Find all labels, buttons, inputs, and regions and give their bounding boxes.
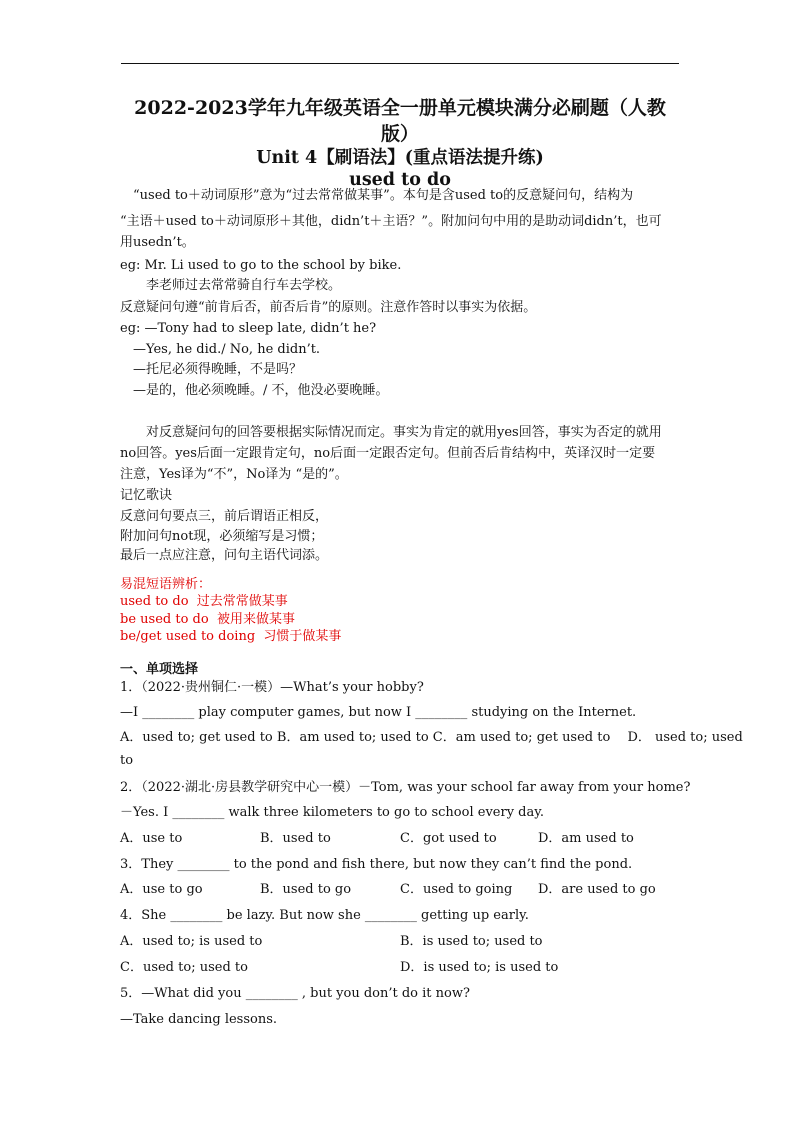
- confusing-item: [120, 592, 685, 612]
- question-stem: 5．—What did you ________ , but you don’t do it now?: [120, 986, 470, 1001]
- option-a: A．used to; is used to: [120, 934, 263, 949]
- grammar-line: 附加问句not现，必须缩写是习惯；: [120, 529, 324, 544]
- option-c: C．got used to: [400, 831, 497, 846]
- question-options: A．used to; get used to B．am used to; used to C．am used to; get used to D． used to; used: [120, 730, 743, 745]
- option-b: B．used to go: [260, 882, 352, 897]
- confusing-heading: 易混短语辨析：: [120, 577, 212, 592]
- grammar-line: 用usedn’t。: [120, 235, 195, 250]
- question-stem: 3．They ________ to the pond and fish there, but now they can’t find the pond.: [120, 857, 633, 872]
- grammar-line: —是的，他必须晚睡。/ 不，他没必要晚睡。: [120, 383, 389, 398]
- confusing-zh: 过去常常做某事: [196, 594, 288, 609]
- confusing-en: be used to do: [120, 612, 209, 627]
- grammar-line: —托尼必须得晚睡，不是吗？: [120, 362, 303, 377]
- question-line: —I ________ play computer games, but now I ________ studying on the Internet.: [120, 705, 637, 720]
- confusing-zh: 被用来做某事: [216, 612, 295, 627]
- question-stem: 4．She ________ be lazy. But now she ________ getting up early.: [120, 908, 529, 923]
- doc-title-line1: 2022-2023学年九年级英语全一册单元模块满分必刷题（人教: [134, 97, 666, 119]
- confusing-item: [120, 627, 685, 647]
- option-d: D．is used to; is used to: [400, 960, 559, 975]
- grammar-line: —Yes, he did./ No, he didn’t.: [120, 342, 321, 357]
- grammar-line: no回答。yes后面一定跟肯定句，no后面一定跟否定句。但前否后肯结构中，英译汉时一定要: [120, 446, 656, 461]
- question-line: －Yes. I ________ walk three kilometers to go to school every day.: [120, 805, 544, 820]
- option-c: C．used to; used to: [120, 960, 248, 975]
- option-a: A．use to: [120, 831, 183, 846]
- grammar-line: eg: —Tony had to sleep late, didn’t he?: [120, 321, 377, 336]
- doc-title-line2: 版）: [380, 123, 419, 145]
- grammar-line: “主语＋used to＋动词原形＋其他，didn’t＋主语？”。附加问句中用的是助动词didn’t，也可: [120, 214, 662, 229]
- confusing-en: used to do: [120, 594, 189, 609]
- header-rule: [121, 63, 679, 64]
- option-b: B．used to: [260, 831, 331, 846]
- grammar-line: 反意问句要点三，前后谓语正相反，: [120, 509, 329, 524]
- grammar-line: 对反意疑问句的回答要根据实际情况而定。事实为肯定的就用yes回答，事实为否定的就用: [120, 425, 662, 440]
- question-options-wrap: to: [120, 753, 134, 768]
- grammar-line: 反意疑问句遵“前肯后否，前否后肯”的原则。注意作答时以事实为依据。: [120, 300, 537, 315]
- option-c: C．used to going: [400, 882, 513, 897]
- option-d: D．are used to go: [538, 882, 656, 897]
- option-b: B．is used to; used to: [400, 934, 543, 949]
- confusing-zh: 习惯于做某事: [263, 629, 342, 644]
- option-a: A．use to go: [120, 882, 203, 897]
- grammar-line: “used to＋动词原形”意为“过去常常做某事”。本句是含used to的反意疑问句，结构为: [120, 188, 634, 203]
- doc-subtitle: used to do: [349, 170, 451, 190]
- grammar-line: eg: Mr. Li used to go to the school by bike.: [120, 258, 402, 273]
- question-line: —Take dancing lessons.: [120, 1012, 278, 1027]
- question-stem: 2．（2022·湖北·房县教学研究中心一模）－Tom, was your school far away from your home?: [120, 780, 691, 795]
- grammar-line: 记忆歌诀: [120, 488, 173, 503]
- grammar-line: 李老师过去常常骑自行车去学校。: [120, 278, 342, 293]
- grammar-line: 注意，Yes译为“不”，No译为 “是的”。: [120, 467, 348, 482]
- confusing-en: be/get used to doing: [120, 629, 256, 644]
- doc-title-line3: Unit 4【刷语法】(重点语法提升练): [256, 148, 544, 168]
- option-d: D．am used to: [538, 831, 634, 846]
- question-stem: 1．（2022·贵州铜仁·一模）—What’s your hobby?: [120, 680, 424, 695]
- section-title: 一、单项选择: [120, 662, 199, 677]
- grammar-line: 最后一点应注意，问句主语代词添。: [120, 548, 329, 563]
